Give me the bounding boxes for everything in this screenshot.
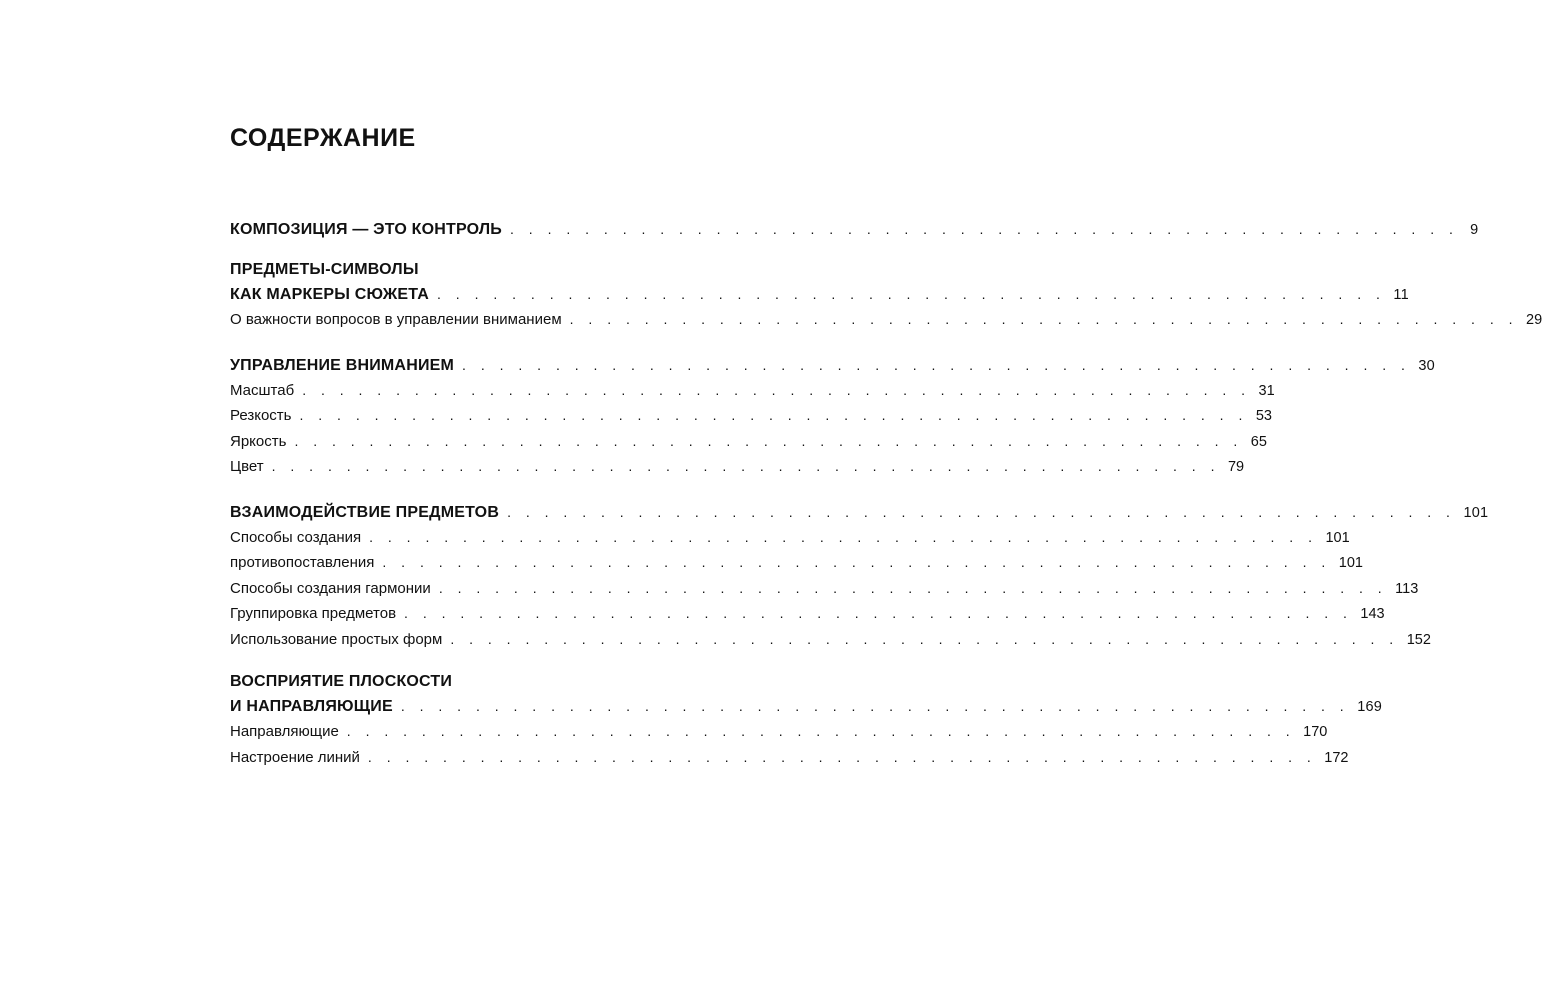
entry-label: Использование простых форм [230,630,443,648]
toc-entry[interactable] [230,378,1275,404]
dot-leader-dots: . . . . . . . . . . . . . . . . . . . . . . . . . . . . . . . . . . . . . . . . . . . . . . . . . . . [271,458,1220,474]
dot-leader-dots: . . . . . . . . . . . . . . . . . . . . . . . . . . . . . . . . . . . . . . . . . . . . . . . . . . . [400,698,1350,714]
page-number: 169 [1357,699,1382,715]
toc-entry[interactable] [230,719,1328,745]
toc-section-heading[interactable] [230,281,1409,307]
dot-leader-dots: . . . . . . . . . . . . . . . . . . . . . . . . . . . . . . . . . . . . . . . . . . . . . . . . . . . [369,528,1318,545]
toc-entry[interactable] [230,745,1349,771]
page-number: 143 [1360,606,1385,622]
dot-leader [450,627,1398,653]
page-number: 170 [1303,724,1328,740]
section-heading-label: УПРАВЛЕНИЕ ВНИМАНИЕМ [230,356,455,374]
dot-leader [300,403,1248,429]
toc-section-heading[interactable] [230,499,1489,525]
dot-leader-dots: . . . . . . . . . . . . . . . . . . . . . . . . . . . . . . . . . . . . . . . . . . . . . . . . . . . [507,503,1456,520]
toc-entry[interactable] [230,307,1542,333]
toc-entry[interactable] [230,454,1245,480]
dot-leader [401,693,1349,719]
section-heading-line: ВОСПРИЯТИЕ ПЛОСКОСТИ [230,673,453,690]
page-number: 30 [1418,357,1435,374]
page-number: 29 [1526,312,1542,328]
dot-leader-dots: . . . . . . . . . . . . . . . . . . . . . . . . . . . . . . . . . . . . . . . . . . . . . . . . . . . [450,630,1399,647]
entry-label: Резкость [230,407,292,424]
section-heading-label: КОМПОЗИЦИЯ — ЭТО КОНТРОЛЬ [230,221,503,238]
entry-label: Способы создания гармонии [230,579,431,597]
entry-label: противопоставления [230,554,375,571]
dot-leader-dots: . . . . . . . . . . . . . . . . . . . . . . . . . . . . . . . . . . . . . . . . . . . . . . . . . . . [302,381,1251,398]
dot-leader-dots: . . . . . . . . . . . . . . . . . . . . . . . . . . . . . . . . . . . . . . . . . . . . . . . . . . . [367,748,1317,765]
dot-leader-dots: . . . . . . . . . . . . . . . . . . . . . . . . . . . . . . . . . . . . . . . . . . . . . . . . . . . [299,407,1248,423]
dot-leader [462,352,1410,378]
toc-section-heading[interactable] [230,218,1479,240]
toc-section [230,671,1382,770]
toc-section-heading[interactable] [230,352,1435,378]
section-heading-label: И НАПРАВЛЯЮЩИЕ [230,698,393,715]
dot-leader-dots: . . . . . . . . . . . . . . . . . . . . . . . . . . . . . . . . . . . . . . . . . . . . . . . . . . . [569,311,1518,327]
dot-leader-dots: . . . . . . . . . . . . . . . . . . . . . . . . . . . . . . . . . . . . . . . . . . . . . . . . . . . [510,221,1459,237]
toc-entry[interactable] [230,525,1350,551]
entry-label: Яркость [230,432,287,450]
toc-entry[interactable] [230,601,1385,627]
dot-leader-dots: . . . . . . . . . . . . . . . . . . . . . . . . . . . . . . . . . . . . . . . . . . . . . . . . . . . [437,286,1386,302]
page-number: 101 [1325,529,1350,546]
dot-leader [404,601,1352,627]
dot-leader [272,454,1220,480]
dot-leader [507,499,1455,525]
page-number: 101 [1338,555,1363,571]
dot-leader-dots: . . . . . . . . . . . . . . . . . . . . . . . . . . . . . . . . . . . . . . . . . . . . . . . . . . . [404,605,1353,621]
toc-section-heading[interactable] [230,693,1382,719]
section-heading-label: ВЗАИМОДЕЙСТВИЕ ПРЕДМЕТОВ [230,503,500,521]
table-of-contents [230,218,1542,770]
dot-leader [437,281,1385,307]
page-number: 53 [1255,408,1272,424]
toc-entry[interactable] [230,550,1363,576]
page-number: 11 [1393,287,1409,303]
page-number: 113 [1395,580,1419,597]
dot-leader-dots: . . . . . . . . . . . . . . . . . . . . . . . . . . . . . . . . . . . . . . . . . . . . . . . . . . . [346,723,1296,739]
toc-section [230,352,1435,480]
page-title: СОДЕРЖАНИЕ [230,124,416,152]
page-number: 172 [1324,749,1349,766]
toc-entry[interactable] [230,576,1419,602]
toc-section [230,218,1479,240]
toc-entry[interactable] [230,403,1272,429]
entry-label: Способы создания [230,528,362,546]
toc-section [230,259,1542,333]
dot-leader [368,745,1316,771]
page-number: 152 [1406,631,1431,648]
page-number: 65 [1250,433,1267,450]
dot-leader [302,378,1250,404]
dot-leader [369,525,1317,551]
dot-leader [570,307,1518,333]
dot-leader [347,719,1295,745]
dot-leader [439,576,1387,602]
toc-section [230,499,1489,653]
section-heading-line: ПРЕДМЕТЫ-СИМВОЛЫ [230,261,419,278]
entry-label: Масштаб [230,381,295,399]
entry-label: Цвет [230,458,264,475]
entry-label: Направляющие [230,723,339,740]
dot-leader-dots: . . . . . . . . . . . . . . . . . . . . . . . . . . . . . . . . . . . . . . . . . . . . . . . . . . . [438,579,1388,596]
section-heading-label: КАК МАРКЕРЫ СЮЖЕТА [230,286,430,303]
dot-leader [382,550,1330,576]
dot-leader [510,218,1458,240]
toc-entry[interactable] [230,627,1431,653]
page-number: 101 [1463,504,1489,521]
page-number: 79 [1227,459,1245,475]
entry-label: О важности вопросов в управлении вниманием [230,311,562,328]
entry-label: Настроение линий [230,748,360,766]
entry-label: Группировка предметов [230,605,397,622]
dot-leader [294,429,1242,455]
dot-leader-dots: . . . . . . . . . . . . . . . . . . . . . . . . . . . . . . . . . . . . . . . . . . . . . . . . . . . [382,554,1331,570]
page-number: 31 [1258,382,1275,399]
dot-leader-dots: . . . . . . . . . . . . . . . . . . . . . . . . . . . . . . . . . . . . . . . . . . . . . . . . . . . [294,432,1243,449]
toc-entry[interactable] [230,429,1267,455]
dot-leader-dots: . . . . . . . . . . . . . . . . . . . . . . . . . . . . . . . . . . . . . . . . . . . . . . . . . . . [462,356,1411,373]
page-number: 9 [1470,222,1479,238]
